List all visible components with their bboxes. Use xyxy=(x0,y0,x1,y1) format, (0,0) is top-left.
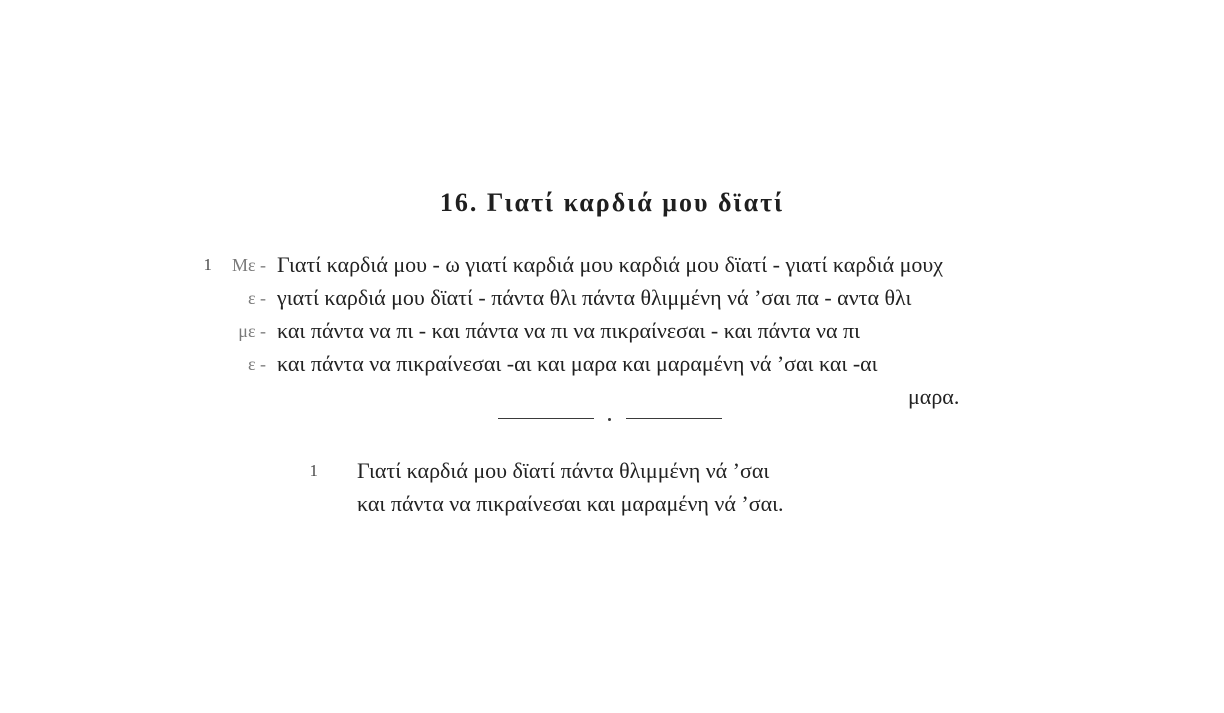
sung-line xyxy=(190,283,1090,316)
sung-text-block xyxy=(190,250,1090,415)
verse-number: 1 xyxy=(203,255,212,274)
verses-block xyxy=(300,456,1000,522)
syllable-prefix: ε - xyxy=(247,354,266,374)
syllable-prefix: ε - xyxy=(247,288,266,308)
verse-number: 1 xyxy=(309,461,318,480)
verse-line xyxy=(300,456,1000,489)
sung-lyric: μαρα. xyxy=(908,384,960,409)
divider-rule-right xyxy=(626,418,722,419)
sung-lyric: και πάντα να πικραίνεσαι -αι και μαρα και μαραμένη νά ’σαι και -αι xyxy=(277,351,878,376)
section-divider xyxy=(498,414,722,426)
sung-lyric: Γιατί καρδιά μου - ω γιατί καρδιά μου καρδιά μου δϊατί - γιατί καρδιά μουχ xyxy=(277,252,944,277)
sung-lyric: και πάντα να πι - και πάντα να πι να πικραίνεσαι - και πάντα να πι xyxy=(277,318,861,343)
verse-text: και πάντα να πικραίνεσαι και μαραμένη νά ’σαι. xyxy=(357,491,784,516)
verse-text: Γιατί καρδιά μου δϊατί πάντα θλιμμένη νά ’σαι xyxy=(357,458,770,483)
sung-line xyxy=(190,382,1090,415)
sung-line xyxy=(190,250,1090,283)
verse-line xyxy=(300,489,1000,522)
sung-line xyxy=(190,316,1090,349)
syllable-prefix: Με - xyxy=(231,255,266,275)
sung-lyric: γιατί καρδιά μου δϊατί - πάντα θλι πάντα θλιμμένη νά ’σαι πα - αντα θλι xyxy=(277,285,912,310)
syllable-prefix: με - xyxy=(238,321,266,341)
song-title: 16. Γιατί καρδιά μου δϊατί xyxy=(439,188,785,217)
divider-dot xyxy=(608,418,611,421)
sung-line xyxy=(190,349,1090,382)
divider-rule-left xyxy=(498,418,594,419)
